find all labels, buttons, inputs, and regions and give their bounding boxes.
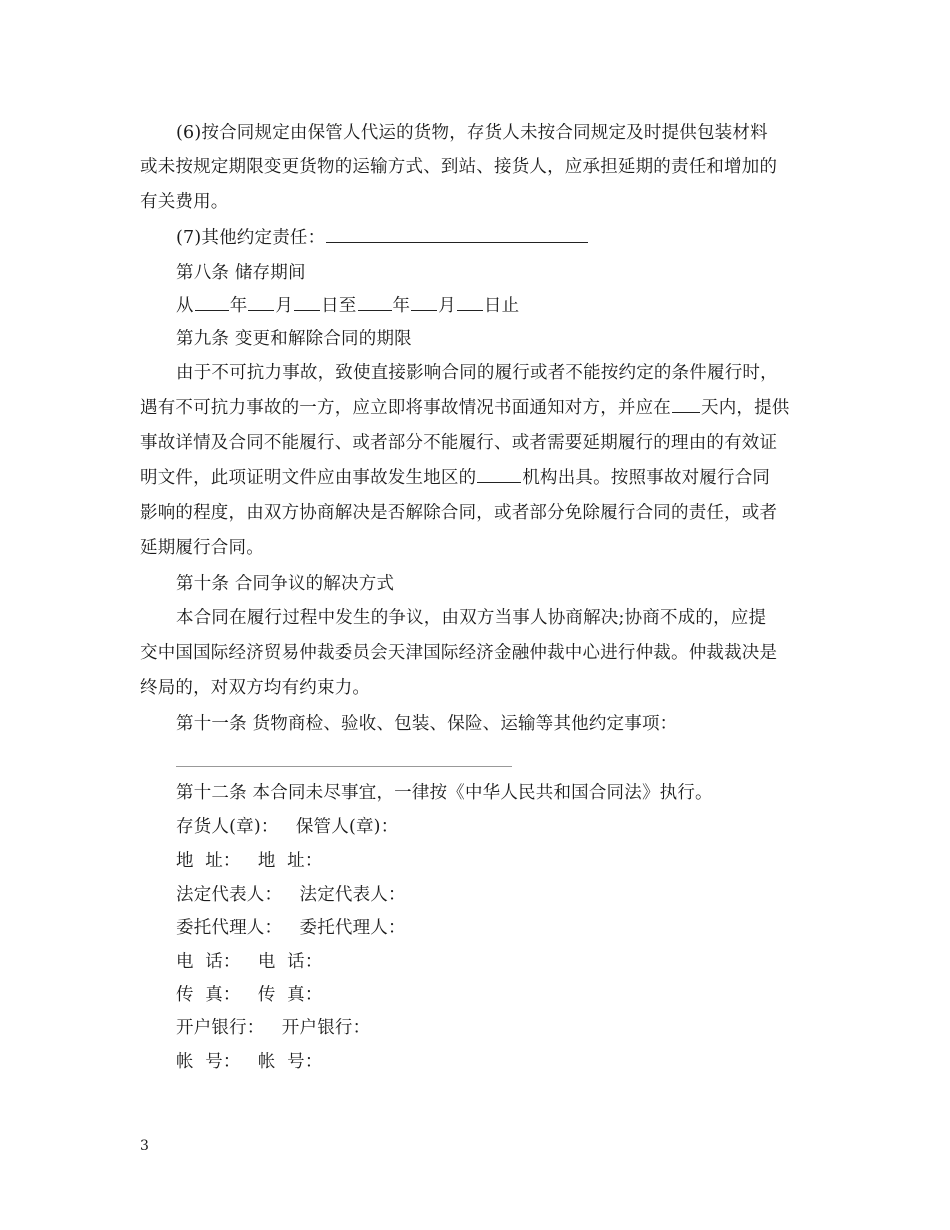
paragraph-6-line-3: 有关费用。 (140, 192, 229, 212)
storage-period-line (176, 294, 519, 318)
paragraph-7 (176, 226, 589, 250)
page-number: 3 (140, 1138, 149, 1154)
article-9-line-4: 明文件，此项证明文件应由事故发生地区的 机构出具。按照事故对履行合同 (140, 468, 771, 488)
article-11-title: 第十一条 货物商检、验收、包装、保险、运输等其他约定事项： (176, 714, 678, 734)
paragraph-6-line-1: (6)按合同规定由保管人代运的货物，存货人未按合同规定及时提供包装材料 (176, 123, 768, 143)
year-text: 年 (229, 296, 248, 316)
article-10-line-1: 本合同在履行过程中发生的争议，由双方当事人协商解决;协商不成的，应提 (176, 608, 767, 628)
article-12-title: 第十二条 本合同未尽事宜，一律按《中华人民共和国合同法》执行。 (176, 783, 713, 803)
article-9-line-1: 由于不可抗力事故，致使直接影响合同的履行或者不能按约定的条件履行时， (176, 363, 778, 383)
day-to-text: 日至 (321, 296, 357, 316)
paragraph-7-label: (7)其他约定责任： (176, 228, 326, 248)
article-10-line-3: 终局的，对双方均有约束力。 (140, 678, 371, 698)
start-day-blank[interactable] (294, 294, 320, 311)
article-10-line-2: 交中国国际经济贸易仲裁委员会天津国际经济金融仲裁中心进行仲裁。仲裁裁决是 (140, 643, 778, 663)
article-8-title: 第八条 储存期间 (176, 263, 306, 283)
end-year-blank[interactable] (358, 294, 392, 311)
start-year-blank[interactable] (195, 294, 229, 311)
month-text: 月 (438, 296, 456, 316)
article-9-line-6: 延期履行合同。 (140, 538, 264, 558)
end-month-blank[interactable] (411, 294, 437, 311)
signature-row-agent: 委托代理人： 委托代理人： (176, 918, 406, 938)
article-9-line-2: 遇有不可抗力事故的一方，应立即将事故情况书面通知对方，并应在 天内，提供 (140, 398, 790, 418)
signature-row-stamp: 存货人(章)： 保管人(章)： (176, 817, 399, 837)
article-10-title: 第十条 合同争议的解决方式 (176, 574, 395, 594)
end-day-blank[interactable] (457, 294, 483, 311)
signature-row-bank: 开户银行： 开户银行： (176, 1018, 371, 1038)
days-blank[interactable] (672, 396, 700, 413)
signature-row-account: 帐 号： 帐 号： (176, 1052, 323, 1072)
article-9-line-3: 事故详情及合同不能履行、或者部分不能履行、或者需要延期履行的理由的有效证 (140, 433, 778, 453)
month-text: 月 (275, 296, 294, 316)
paragraph-6-line-2: 或未按规定期限变更货物的运输方式、到站、接货人，应承担延期的责任和增加的 (140, 157, 778, 177)
signature-row-legal-rep: 法定代表人： 法定代表人： (176, 885, 406, 905)
article-11-blank-line[interactable] (176, 766, 512, 767)
signature-row-fax: 传 真： 传 真： (176, 985, 323, 1005)
article-9-title: 第九条 变更和解除合同的期限 (176, 329, 412, 349)
agency-blank[interactable] (477, 466, 521, 483)
year-text: 年 (392, 296, 411, 316)
from-text: 从 (176, 296, 194, 316)
article-9-line-5: 影响的程度，由双方协商解决是否解除合同，或者部分免除履行合同的责任，或者 (140, 503, 778, 523)
signature-row-address: 地 址： 地 址： (176, 851, 323, 871)
start-month-blank[interactable] (248, 294, 274, 311)
signature-row-phone: 电 话： 电 话： (176, 952, 323, 972)
other-liability-blank[interactable] (326, 226, 588, 243)
day-end-text: 日止 (483, 296, 520, 316)
